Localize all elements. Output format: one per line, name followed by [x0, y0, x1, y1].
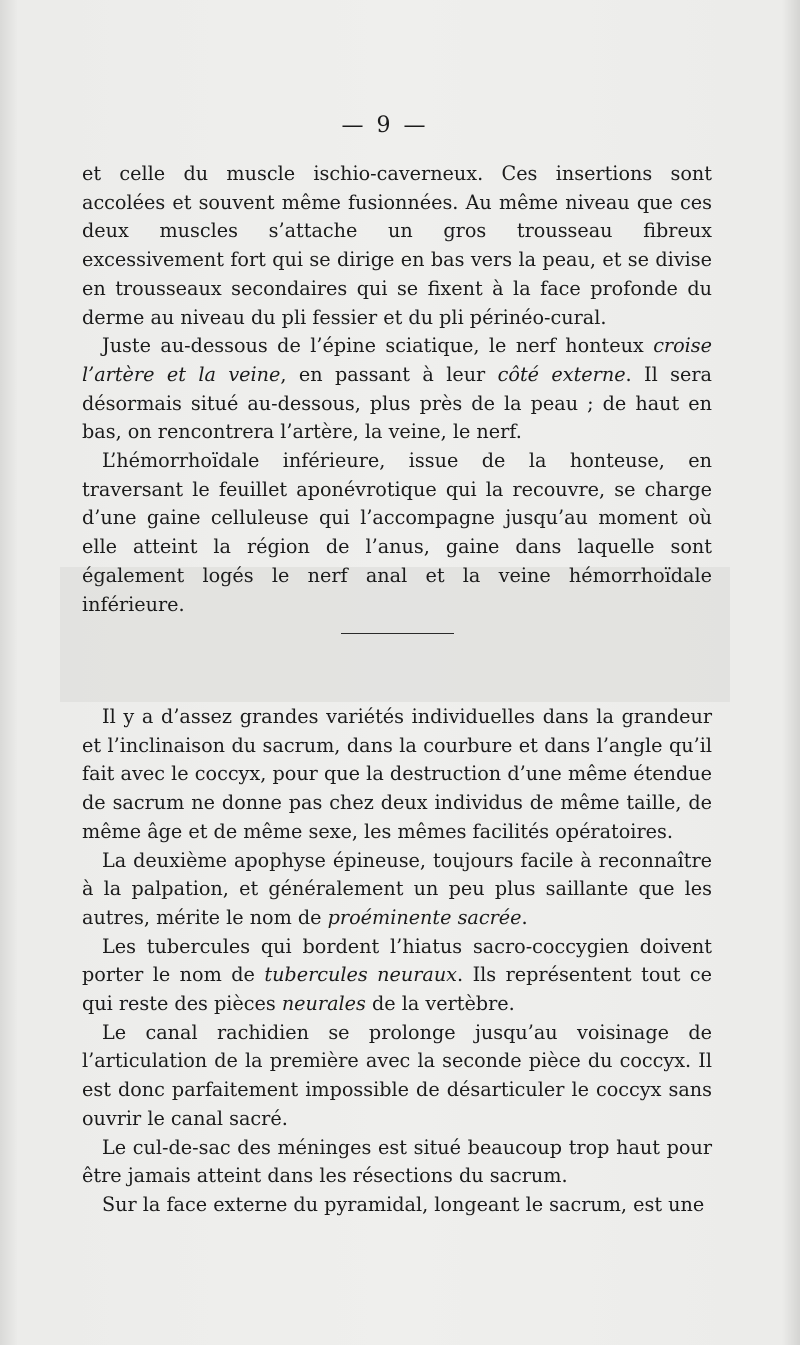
- text-run: .: [521, 905, 528, 929]
- text-run: , en passant à leur: [280, 362, 498, 386]
- text-run: Le canal rachidien se prolonge jusqu’au voisinage de l’articulation de la première avec la seconde pièce du coccyx. Il est donc parfaitement impossible de désarticuler le coccyx sans ouvrir le canal sacré.: [82, 1020, 712, 1130]
- text-block-bottom: [82, 703, 712, 1220]
- text-run: Les tubercules qui bordent l’hiatus sacro-coccygien doivent porter le nom de: [82, 934, 712, 987]
- paragraph: [82, 1019, 712, 1134]
- paragraph: [82, 703, 712, 847]
- text-block-top: [82, 160, 712, 619]
- italic-phrase: proéminente sacrée: [327, 905, 522, 929]
- italic-phrase: croise l’artère et la veine: [82, 334, 712, 386]
- text-run: Le cul-de-sac des méninges est situé beaucoup trop haut pour être jamais atteint dans les résections du sacrum.: [82, 1135, 712, 1188]
- italic-phrase: tubercules neuraux: [264, 963, 458, 987]
- section-separator-rule: [341, 633, 454, 634]
- italic-phrase: neurales: [281, 992, 366, 1016]
- paragraph: [82, 160, 712, 332]
- paragraph: [82, 1191, 712, 1220]
- text-run: . Ils représentent tout ce qui reste des pièces: [82, 963, 713, 1016]
- italic-phrase: côté externe: [497, 362, 626, 386]
- text-run: et celle du muscle ischio-caverneux. Ces insertions sont accolées et souvent même fusionnées. Au même niveau que ces deux muscles s’attache un gros trousseau fibreux excessivement fort qui se dirige en bas vers la peau, et se divise en trousseaux secondaires qui se fixent à la face profonde du derme au niveau du pli fessier et du pli périnéo-cural.: [82, 162, 712, 329]
- text-run: Il y a d’assez grandes variétés individuelles dans la grandeur et l’inclinaison du sacrum, dans la courbure et dans l’angle qu’il fait avec le coccyx, pour que la destruction d’une même étendue de sacrum ne donne pas chez deux individus de même taille, de même âge et de même sexe, les mêmes facilités opératoires.: [82, 705, 712, 843]
- paragraph: [82, 933, 712, 1019]
- text-run: Juste au-dessous de l’épine sciatique, le nerf honteux: [102, 334, 654, 358]
- text-run: de la vertèbre.: [365, 992, 515, 1016]
- paragraph: [82, 1134, 712, 1191]
- paragraph: [82, 847, 712, 933]
- paragraph: [82, 447, 712, 619]
- page-number: — 9 —: [341, 113, 429, 138]
- paragraph: [82, 332, 712, 447]
- text-run: La deuxième apophyse épineuse, toujours facile à reconnaître à la palpation, et généralement un peu plus saillante que les autres, mérite le nom de: [82, 848, 712, 929]
- text-run: . Il sera désormais situé au-dessous, plus près de la peau ; de haut en bas, on rencontrera l’artère, la veine, le nerf.: [82, 362, 712, 444]
- text-run: Sur la face externe du pyramidal, longeant le sacrum, est une: [102, 1192, 705, 1216]
- text-run: L’hémorrhoïdale inférieure, issue de la honteuse, en traversant le feuillet aponévrotique qui la recouvre, se charge d’une gaine celluleuse qui l’accompagne jusqu’au moment où elle atteint la région de l’anus, gaine dans laquelle sont également logés le nerf anal et la veine hémorrhoïdale inférieure.: [82, 449, 712, 616]
